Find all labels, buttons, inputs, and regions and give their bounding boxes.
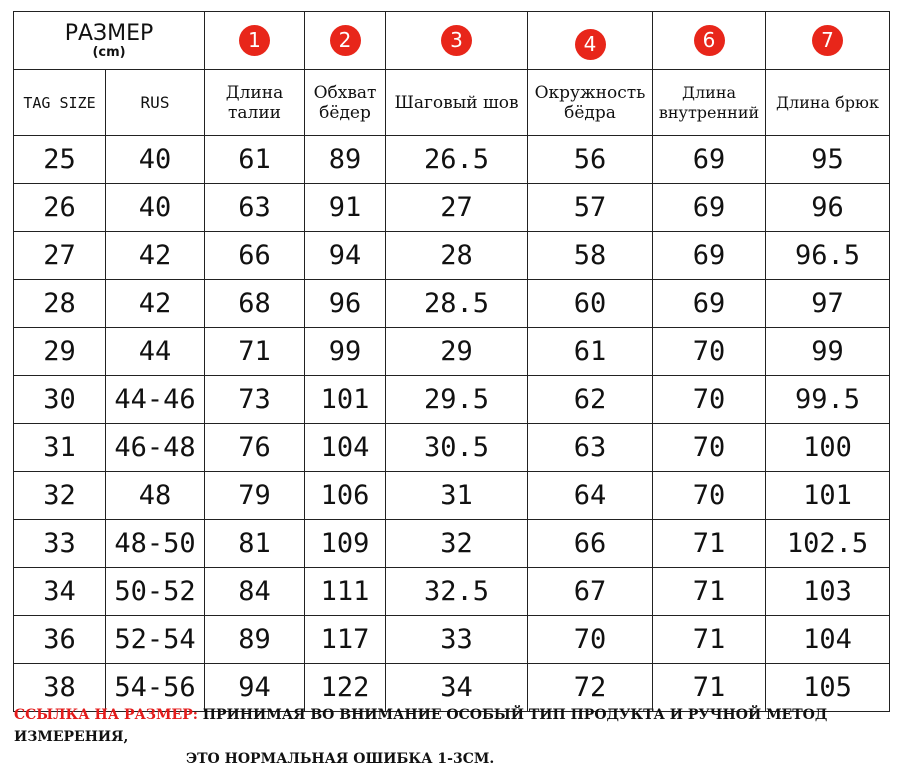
table-cell: 30.5 — [386, 424, 528, 472]
table-cell: 61 — [528, 328, 653, 376]
table-cell: 72 — [528, 664, 653, 712]
table-cell: 69 — [653, 280, 766, 328]
table-cell: 44 — [106, 328, 205, 376]
table-cell: 58 — [528, 232, 653, 280]
table-cell: 33 — [386, 616, 528, 664]
rus-header: RUS — [106, 70, 205, 136]
table-cell: 71 — [653, 616, 766, 664]
number-badge: 1 — [239, 25, 270, 56]
note-line-1 — [14, 704, 890, 748]
table-cell: 103 — [766, 568, 890, 616]
table-cell: 96 — [305, 280, 386, 328]
column-header: Длина внутренний — [653, 70, 766, 136]
table-cell: 27 — [386, 184, 528, 232]
badge-cell — [386, 12, 528, 70]
table-cell: 79 — [205, 472, 305, 520]
number-badge: 2 — [330, 25, 361, 56]
table-cell: 70 — [653, 472, 766, 520]
badge-cell — [305, 12, 386, 70]
table-row — [14, 376, 890, 424]
table-body — [14, 136, 890, 712]
table-cell: 76 — [205, 424, 305, 472]
table-row — [14, 136, 890, 184]
table-cell: 104 — [766, 616, 890, 664]
table-cell: 26.5 — [386, 136, 528, 184]
table-cell: 71 — [205, 328, 305, 376]
table-cell: 31 — [386, 472, 528, 520]
table-row — [14, 424, 890, 472]
table-cell: 69 — [653, 184, 766, 232]
table-cell: 40 — [106, 184, 205, 232]
table-cell: 73 — [205, 376, 305, 424]
column-header: Шаговый шов — [386, 70, 528, 136]
table-cell: 69 — [653, 136, 766, 184]
table-cell: 67 — [528, 568, 653, 616]
column-header: Длина брюк — [766, 70, 890, 136]
table-cell: 96.5 — [766, 232, 890, 280]
table-cell: 40 — [106, 136, 205, 184]
column-header: Обхват бёдер — [305, 70, 386, 136]
unit-label: (cm) — [92, 44, 126, 60]
table-row — [14, 568, 890, 616]
tag-size-header: TAG SIZE — [14, 70, 106, 136]
table-cell: 63 — [205, 184, 305, 232]
table-cell: 28.5 — [386, 280, 528, 328]
table-cell: 106 — [305, 472, 386, 520]
table-cell: 32.5 — [386, 568, 528, 616]
table-cell: 71 — [653, 664, 766, 712]
table-cell: 96 — [766, 184, 890, 232]
table-cell: 32 — [14, 472, 106, 520]
table-cell: 29.5 — [386, 376, 528, 424]
table-cell: 94 — [205, 664, 305, 712]
table-cell: 95 — [766, 136, 890, 184]
table-cell: 60 — [528, 280, 653, 328]
table-cell: 70 — [653, 328, 766, 376]
table-cell: 89 — [305, 136, 386, 184]
table-cell: 102.5 — [766, 520, 890, 568]
table-cell: 42 — [106, 280, 205, 328]
table-cell: 71 — [653, 520, 766, 568]
table-cell: 97 — [766, 280, 890, 328]
table-cell: 63 — [528, 424, 653, 472]
table-cell: 61 — [205, 136, 305, 184]
table-cell: 48 — [106, 472, 205, 520]
column-header: Длина талии — [205, 70, 305, 136]
table-cell: 48-50 — [106, 520, 205, 568]
table-cell: 29 — [386, 328, 528, 376]
size-title: РАЗМЕР — [64, 20, 154, 46]
table-cell: 54-56 — [106, 664, 205, 712]
table-cell: 66 — [528, 520, 653, 568]
table-cell: 109 — [305, 520, 386, 568]
table-cell: 27 — [14, 232, 106, 280]
number-badge: 6 — [694, 25, 725, 56]
table-cell: 36 — [14, 616, 106, 664]
table-row — [14, 472, 890, 520]
note-text: ПРИНИМАЯ ВО ВНИМАНИЕ ОСОБЫЙ ТИП ПРОДУКТА И РУЧНОЙ МЕТОД ИЗМЕРЕНИЯ, — [14, 707, 828, 745]
table-cell: 62 — [528, 376, 653, 424]
table-cell: 105 — [766, 664, 890, 712]
table-cell: 28 — [386, 232, 528, 280]
table-cell: 117 — [305, 616, 386, 664]
number-badge: 7 — [812, 25, 843, 56]
note-line-2: ЭТО НОРМАЛЬНАЯ ОШИБКА 1-3СМ. — [186, 751, 495, 767]
size-note — [14, 704, 890, 770]
table-cell: 104 — [305, 424, 386, 472]
table-cell: 56 — [528, 136, 653, 184]
table-cell: 32 — [386, 520, 528, 568]
table-cell: 71 — [653, 568, 766, 616]
badge-cell — [766, 12, 890, 70]
column-header: Окружность бёдра — [528, 70, 653, 136]
table-cell: 26 — [14, 184, 106, 232]
table-row — [14, 232, 890, 280]
number-badge: 4 — [575, 29, 606, 60]
badge-cell — [653, 12, 766, 70]
table-cell: 94 — [305, 232, 386, 280]
table-row — [14, 616, 890, 664]
table-cell: 70 — [528, 616, 653, 664]
table-cell: 33 — [14, 520, 106, 568]
table-cell: 69 — [653, 232, 766, 280]
table-cell: 46-48 — [106, 424, 205, 472]
table-cell: 44-46 — [106, 376, 205, 424]
table-cell: 111 — [305, 568, 386, 616]
size-chart-table — [13, 11, 890, 712]
number-badge: 3 — [441, 25, 472, 56]
table-cell: 99.5 — [766, 376, 890, 424]
badge-cell — [205, 12, 305, 70]
table-cell: 29 — [14, 328, 106, 376]
table-cell: 91 — [305, 184, 386, 232]
table-cell: 30 — [14, 376, 106, 424]
table-cell: 31 — [14, 424, 106, 472]
table-cell: 34 — [14, 568, 106, 616]
table-cell: 70 — [653, 376, 766, 424]
table-cell: 89 — [205, 616, 305, 664]
table-cell: 81 — [205, 520, 305, 568]
table-cell: 122 — [305, 664, 386, 712]
table-cell: 38 — [14, 664, 106, 712]
table-row — [14, 184, 890, 232]
table-cell: 52-54 — [106, 616, 205, 664]
table-cell: 70 — [653, 424, 766, 472]
table-cell: 66 — [205, 232, 305, 280]
table-cell: 64 — [528, 472, 653, 520]
table-cell: 42 — [106, 232, 205, 280]
table-row — [14, 328, 890, 376]
table-cell: 101 — [766, 472, 890, 520]
table-cell: 99 — [766, 328, 890, 376]
table-cell: 84 — [205, 568, 305, 616]
table-row — [14, 280, 890, 328]
table-cell: 34 — [386, 664, 528, 712]
table-cell: 57 — [528, 184, 653, 232]
table-cell: 50-52 — [106, 568, 205, 616]
header-row — [14, 12, 890, 70]
table-row — [14, 520, 890, 568]
column-header-row — [14, 70, 890, 136]
table-cell: 28 — [14, 280, 106, 328]
badge-cell — [528, 12, 653, 70]
table-cell: 99 — [305, 328, 386, 376]
size-header-cell — [14, 12, 205, 70]
table-cell: 101 — [305, 376, 386, 424]
table-cell: 25 — [14, 136, 106, 184]
note-label: ССЫЛКА НА РАЗМЕР: — [14, 707, 198, 723]
table-cell: 68 — [205, 280, 305, 328]
table-cell: 100 — [766, 424, 890, 472]
